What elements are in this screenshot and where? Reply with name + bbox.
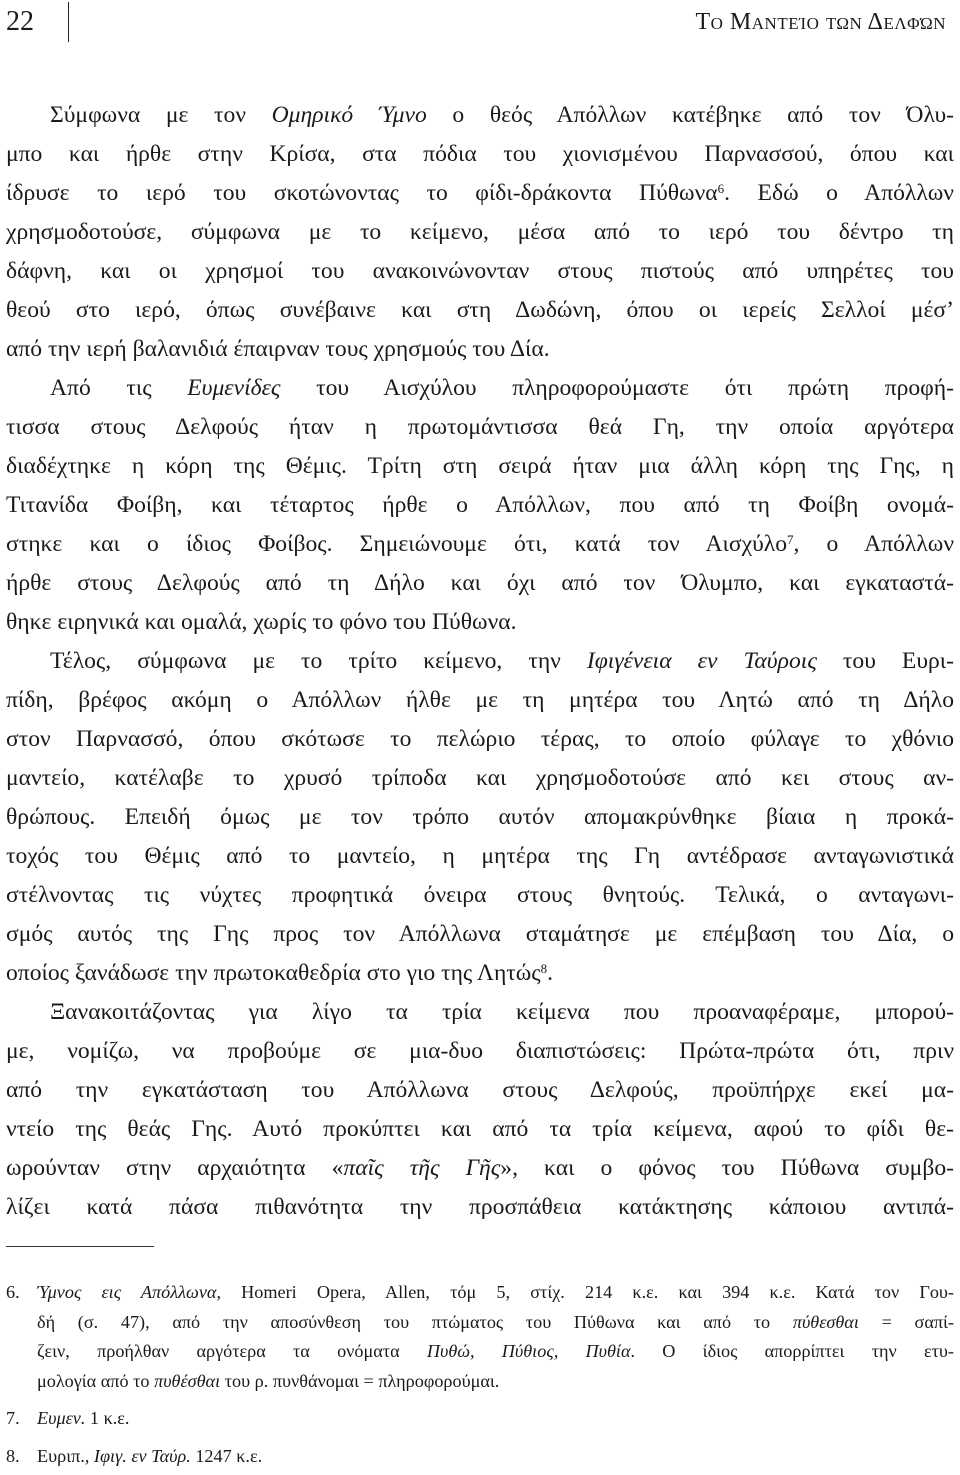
text-line: στέλνοντας τις νύχτες προφητικά όνειρα στους θνητούς. Τελικά, ο ανταγωνι- (6, 882, 954, 908)
text-line: Σύμφωνα με τον Ομηρικό Ύμνο ο θεός Απόλλων κατέβηκε από τον Όλυ- (50, 102, 954, 128)
page-header (0, 0, 960, 48)
text-line: ήρθε στους Δελφούς από τη Δήλο και όχι από τον Όλυμπο, και εγκαταστά- (6, 570, 954, 596)
text-line: ντείο της θεάς Γης. Αυτό προκύπτει και από τα τρία κείμενα, αφού το φίδι θε- (6, 1116, 954, 1142)
footnote-8: 8. Ευριπ., Ιφιγ. εν Ταύρ. 1247 κ.ε. (6, 1442, 954, 1472)
running-title: Το Μαντείο των Δελφών (695, 9, 946, 35)
text-line: λίζει κατά πάσα πιθανότητα την προσπάθεια κατάκτησης κάποιου αντιπά- (6, 1194, 954, 1220)
text-line: ωρούνταν στην αρχαιότητα «παῖς τῆς Γῆς», και ο φόνος του Πύθωνα συμβο- (6, 1155, 954, 1181)
text-line: Ξανακοιτάζοντας για λίγο τα τρία κείμενα που προαναφέραμε, μπορού- (50, 999, 954, 1025)
text-line: τισσα στους Δελφούς ήταν η πρωτομάντισσα θεά Γη, την οποία αργότερα (6, 414, 954, 440)
text-line: θεού στο ιερό, όπως συνέβαινε και στη Δωδώνη, όπου οι ιερείς Σελλοί μέσ’ (6, 297, 954, 323)
footnote-6: 6. Ύμνος εις Απόλλωνα, Homeri Opera, Allen, τόμ 5, στίχ. 214 κ.ε. και 394 κ.ε. Κατά τον Γου- (6, 1278, 954, 1308)
page-number: 22 (6, 6, 34, 37)
text-line: Από τις Ευμενίδες του Αισχύλου πληροφορούμαστε ότι πρώτη προφή- (50, 375, 954, 401)
text-line: μαντείο, κατέλαβε το χρυσό τρίποδα και χρησμοδοτούσε από κει στους αν- (6, 765, 954, 791)
footnote-line: δή (σ. 47), από την αποσύνθεση του πτώματος του Πύθωνα και από το πύθεσθαι = σαπί- (37, 1311, 954, 1332)
text-line: οποίος ξανάδωσε την πρωτοκαθεδρία στο γιο της Λητώς$^8$. (6, 960, 554, 986)
work-title-italic: Ομηρικό Ύμνο (271, 102, 427, 128)
footnote-ref: 6 (717, 180, 725, 196)
text-line: μπο και ήρθε στην Κρίσα, στα πόδια του χιονισμένου Παρνασσού, όπου και (6, 141, 954, 167)
text-line: Τιτανίδα Φοίβη, και τέταρτος ήρθε ο Απόλλων, που από τη Φοίβη ονομά- (6, 492, 954, 518)
footnote-ref: 7 (787, 531, 794, 547)
footnote-number: 6. (6, 1282, 20, 1302)
footnote-separator (6, 1246, 154, 1247)
text-line: διαδέχτηκε η κόρη της Θέμις. Τρίτη στη σειρά ήταν μια άλλη κόρη της Γης, η (6, 453, 954, 479)
text-line: θρώπους. Επειδή όμως με τον τρόπο αυτόν απομακρύνθηκε βίαια η προκά- (6, 804, 954, 830)
text-line: θηκε ειρηνικά και ομαλά, χωρίς το φόνο του Πύθωνα. (6, 609, 517, 635)
footnote-ref: 8 (540, 960, 548, 976)
text-line: πίδη, βρέφος ακόμη ο Απόλλων ήλθε με τη μητέρα του Λητώ από τη Δήλο (6, 687, 954, 713)
work-title-italic: Ιφιγένεια εν Ταύροις (586, 648, 817, 674)
main-text (6, 96, 954, 1227)
footnote-line: ζειν, προήλθαν αργότερα τα ονόματα Πυθώ, Πύθιος, Πυθία. Ο ίδιος απορρίπτει την ετυ- (37, 1341, 954, 1361)
text-line: σμός αυτός της Γης προς τον Απόλλωνα σταμάτησε με επέμβαση του Δία, ο (6, 921, 954, 947)
text-line: ίδρυσε το ιερό του σκοτώνοντας το φίδι-δράκοντα Πύθωνα$^6$. Εδώ ο Απόλλων (6, 180, 954, 206)
text-line: από την εγκατάσταση του Απόλλωνα στους Δελφούς, προϋπήρχε εκεί μα- (6, 1077, 954, 1103)
work-title-italic: Ευμενίδες (187, 375, 281, 401)
text-line: Τέλος, σύμφωνα με το τρίτο κείμενο, την Ιφιγένεια εν Ταύροις του Ευρι- (50, 648, 954, 674)
footnote-number: 8. (6, 1445, 20, 1466)
text-line: από την ιερή βαλανιδιά έπαιρναν τους χρησμούς του Δία. (6, 336, 550, 362)
footnote-line: μολογία από το πυθέσθαι του ρ. πυνθάνομαι = πληροφορούμαι. (37, 1370, 500, 1391)
text-line: με, νομίζω, να προβούμε σε μια-δυο διαπιστώσεις: Πρώτα-πρώτα ότι, πριν (6, 1038, 954, 1064)
text-line: χρησμοδοτούσε, σύμφωνα με το κείμενο, μέσα από το ιερό του δέντρο τη (6, 219, 954, 245)
header-divider (68, 2, 69, 42)
text-line: δάφνη, και οι χρησμοί του ανακοινώνονταν στους πιστούς από υπηρέτες του (6, 258, 954, 284)
footnote-7: 7. Ευμεν. 1 κ.ε. (6, 1404, 954, 1434)
footnote-number: 7. (6, 1408, 20, 1428)
footnotes (6, 1278, 954, 1471)
text-line: στον Παρνασσό, όπου σκότωσε το πελώριο τέρας, το οποίο φύλαγε το χθόνιο (6, 726, 954, 752)
text-line: τοχός του Θέμις από το μαντείο, η μητέρα της Γη αντέδρασε ανταγωνιστικά (6, 843, 954, 869)
text-line: στηκε και ο ίδιος Φοίβος. Σημειώνουμε ότι, κατά τον Αισχύλο$^7$, ο Απόλλων (6, 531, 954, 557)
greek-phrase-italic: παῖς τῆς Γῆς (343, 1155, 501, 1181)
